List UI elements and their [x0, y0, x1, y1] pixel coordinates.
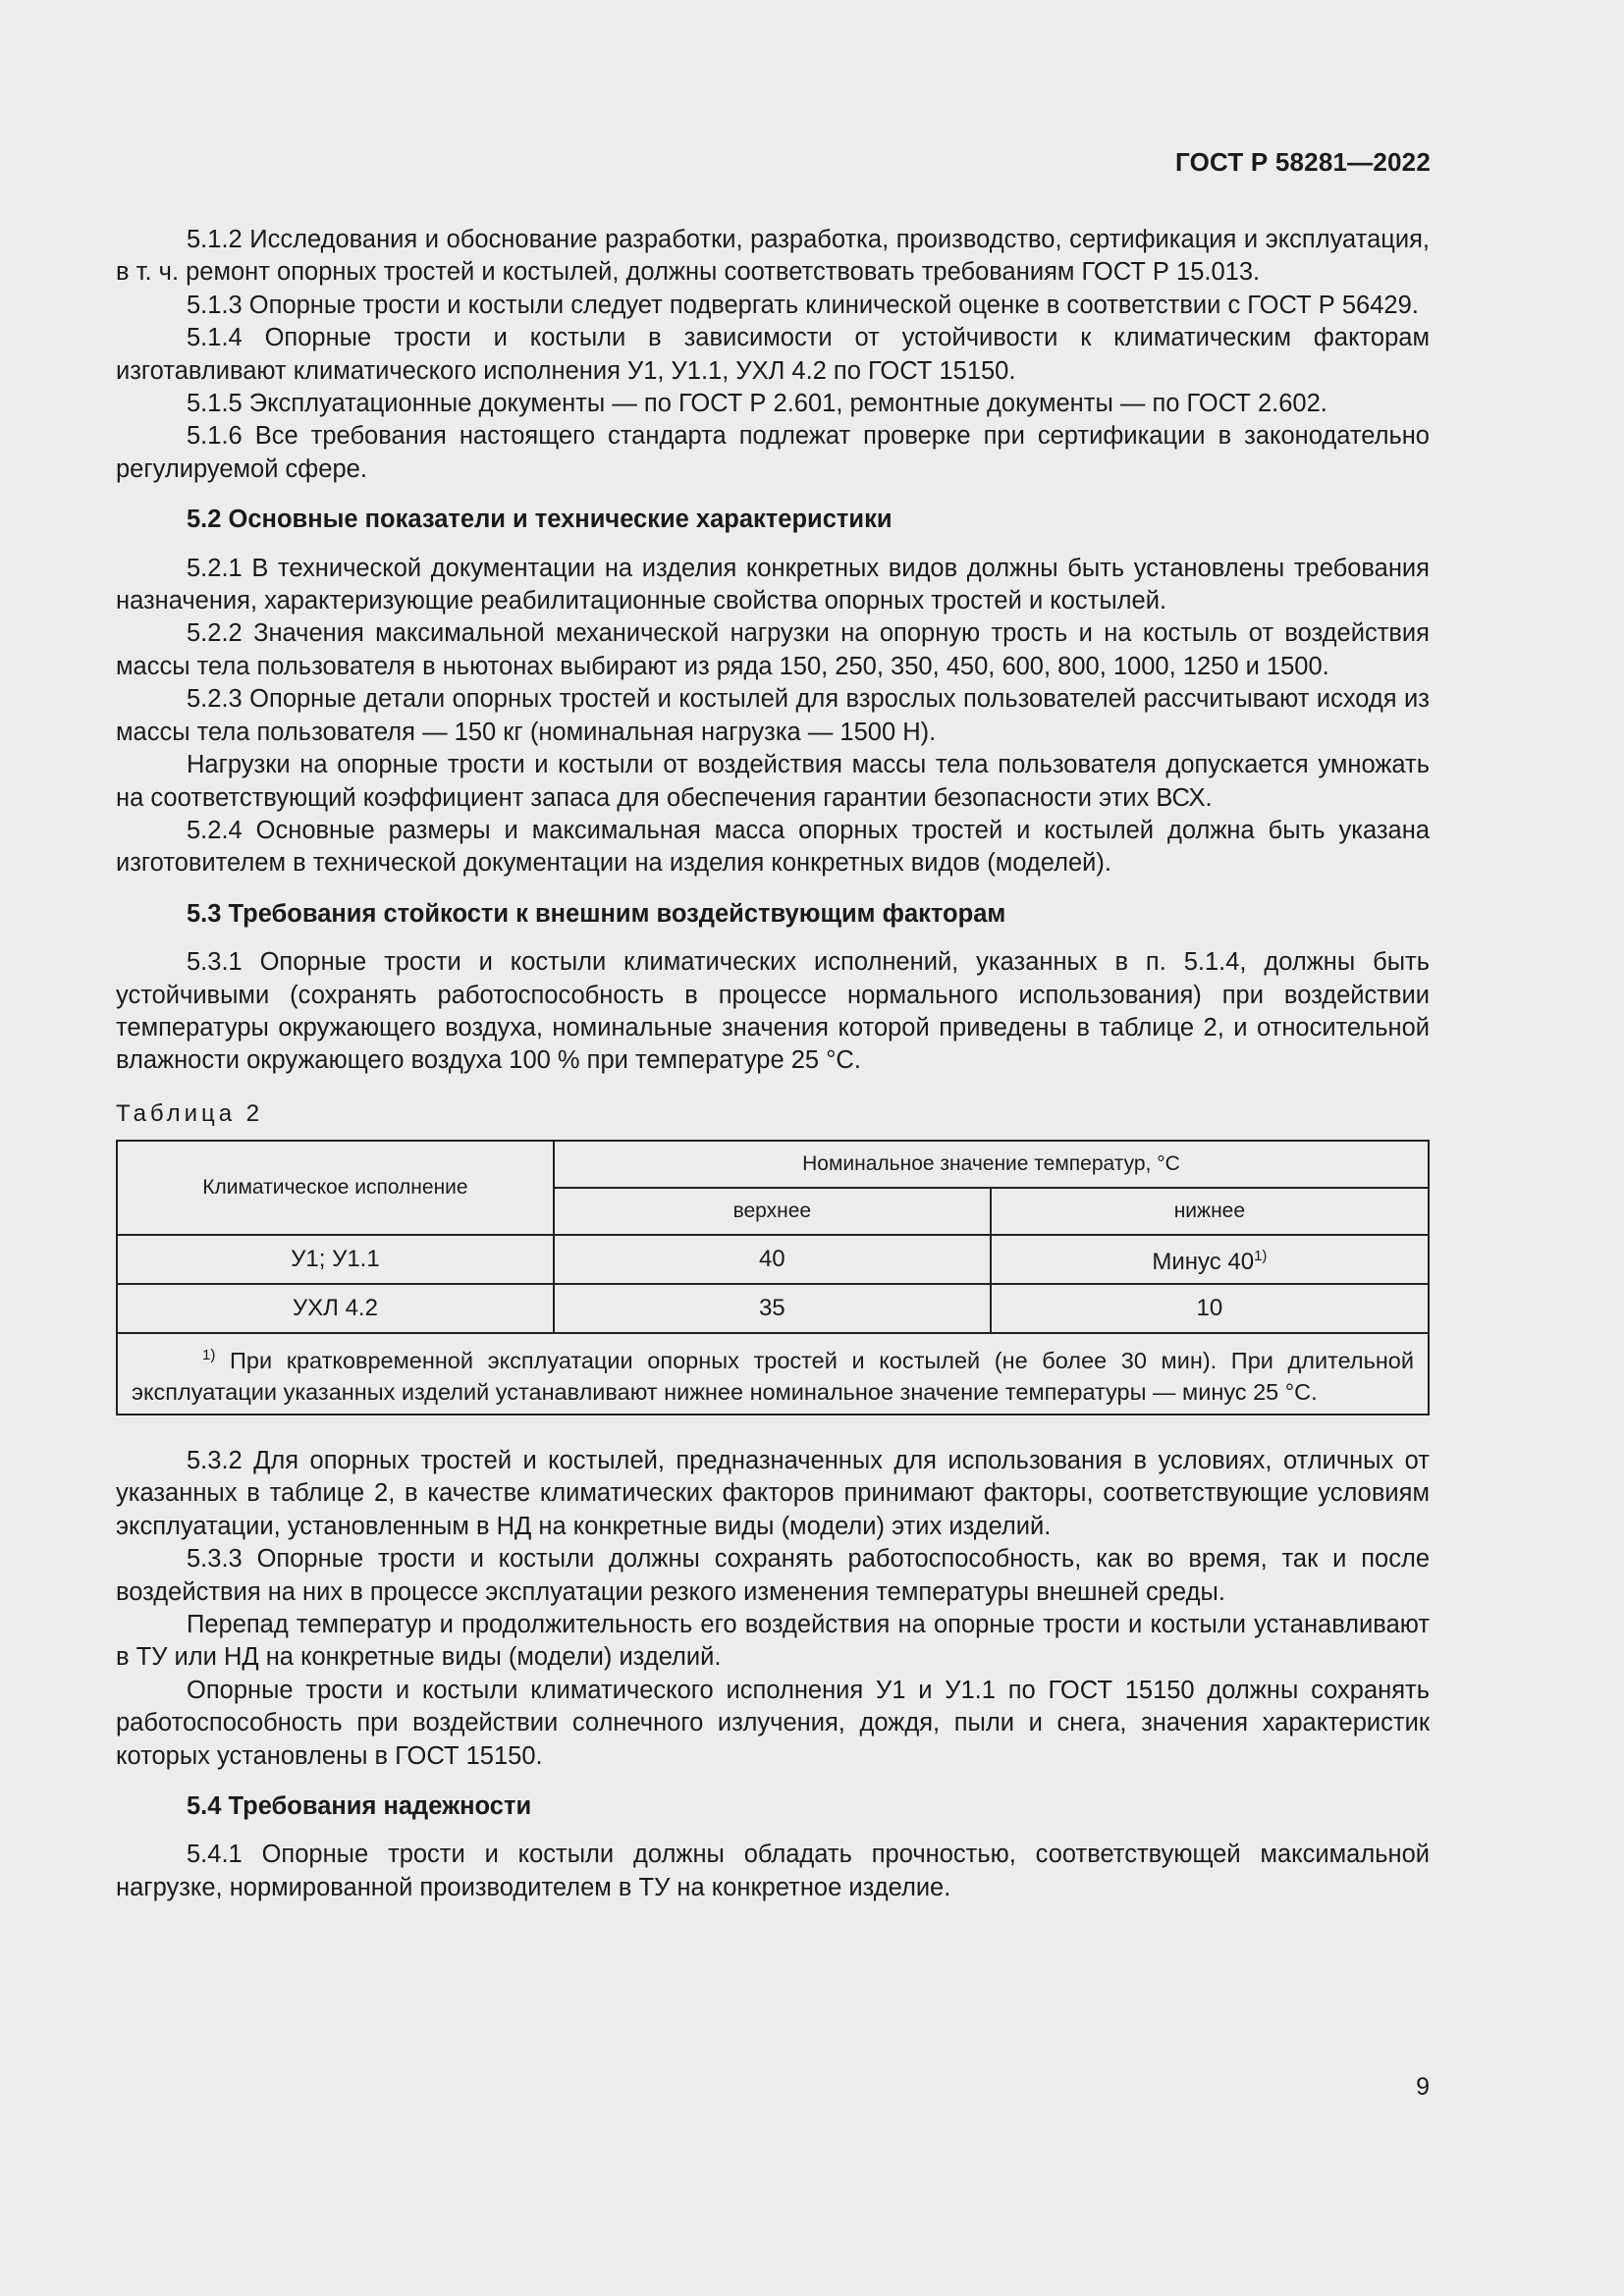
footnote-text: При кратковременной эксплуатации опорных тростей и костылей (не более 30 мин). При длительной эксплуатации указанных изделий устанавливают нижнее номинальное значение температуры — минус 25 °C. — [132, 1347, 1414, 1405]
cell-lower: 10 — [991, 1284, 1429, 1333]
cell-lower-value: Минус 40 — [1152, 1249, 1255, 1276]
paragraph-5-2-2: 5.2.2 Значения максимальной механической нагрузки на опорную трость и на костыль от воздействия массы тела пользователя в ньютонах выбирают из ряда 150, 250, 350, 450, 600, 800, 1000, 1250 и 1500. — [116, 619, 1430, 680]
paragraph-5-3-3-delta: Перепад температур и продолжительность его воздействия на опорные трости и костыли устанавливают в ТУ или НД на конкретные виды (модели) изделий. — [116, 1611, 1430, 1672]
heading-5-3: 5.3 Требования стойкости к внешним воздействующим факторам — [187, 899, 1006, 928]
paragraph-5-1-4: 5.1.4 Опорные трости и костыли в зависимости от устойчивости к климатическим факторам изготавливают климатического исполнения У1, У1.1, УХЛ 4.2 по ГОСТ 15150. — [116, 324, 1430, 385]
col-header-climate: Климатическое исполнение — [117, 1141, 554, 1235]
paragraph-5-2-3: 5.2.3 Опорные детали опорных тростей и костылей для взрослых пользователей рассчитывают исходя из массы тела пользователя — 150 кг (номинальная нагрузка — 1500 Н). — [116, 685, 1430, 746]
paragraph-5-1-2: 5.1.2 Исследования и обоснование разработки, разработка, производство, сертификация и эксплуатация, в т. ч. ремонт опорных тростей и костылей, должны соответствовать требованиям ГОСТ Р 15.013. — [116, 226, 1430, 287]
paragraph-5-3-3-climate: Опорные трости и костыли климатического исполнения У1 и У1.1 по ГОСТ 15150 должны сохранять работоспособность при воздействии солнечного излучения, дождя, пыли и снега, значения характеристик которых установлены в ГОСТ 15150. — [116, 1676, 1430, 1770]
paragraph-5-2-3-loads: Нагрузки на опорные трости и костыли от воздействия массы тела пользователя допускается умножать на соответствующий коэффициент запаса для обеспечения гарантии безопасности этих ВСХ. — [116, 751, 1430, 812]
paragraph-5-2-4: 5.2.4 Основные размеры и максимальная масса опорных тростей и костылей должна быть указана изготовителем в технической документации на изделия конкретных видов (моделей). — [116, 816, 1430, 878]
col-header-upper: верхнее — [554, 1188, 991, 1235]
cell-upper: 35 — [554, 1284, 991, 1333]
page-number: 9 — [1416, 2073, 1430, 2101]
footnote-mark: 1) — [202, 1347, 216, 1364]
paragraph-5-4-1: 5.4.1 Опорные трости и костыли должны обладать прочностью, соответствующей максимальной нагрузке, нормированной производителем в ТУ на конкретное изделие. — [116, 1841, 1430, 1901]
paragraph-5-3-1: 5.3.1 Опорные трости и костыли климатических исполнений, указанных в п. 5.1.4, должны быть устойчивыми (сохранять работоспособность в процессе нормального использования) при воздействии температуры окружающего воздуха, номинальные значения которой приведены в таблице 2, и относительной влажности окружающего воздуха 100 % при температуре 25 °C. — [116, 948, 1430, 1075]
paragraph-5-2-1: 5.2.1 В технической документации на изделия конкретных видов должны быть установлены требования назначения, характеризующие реабилитационные свойства опорных тростей и костылей. — [116, 554, 1430, 615]
climate-table — [116, 1140, 1430, 1415]
footnote-ref: 1) — [1254, 1248, 1268, 1265]
heading-5-2: 5.2 Основные показатели и технические характеристики — [187, 506, 893, 534]
cell-climate: УХЛ 4.2 — [117, 1284, 554, 1333]
table-footnote — [117, 1333, 1429, 1415]
table-row — [117, 1235, 1429, 1284]
col-header-temperature: Номинальное значение температур, °C — [554, 1141, 1429, 1188]
paragraph-5-3-2: 5.3.2 Для опорных тростей и костылей, предназначенных для использования в условиях, отличных от указанных в таблице 2, в качестве климатических факторов принимают факторы, соответствующие условиям эксплуатации, установленным в НД на конкретные виды (модели) этих изделий. — [116, 1446, 1430, 1540]
cell-climate: У1; У1.1 — [117, 1235, 554, 1284]
paragraph-5-1-6: 5.1.6 Все требования настоящего стандарта подлежат проверке при сертификации в законодательно регулируемой сфере. — [116, 422, 1430, 483]
cell-upper: 40 — [554, 1235, 991, 1284]
table-row — [117, 1284, 1429, 1333]
paragraph-5-1-5: 5.1.5 Эксплуатационные документы — по ГОСТ Р 2.601, ремонтные документы — по ГОСТ 2.602. — [187, 390, 1327, 418]
paragraph-5-3-3: 5.3.3 Опорные трости и костыли должны сохранять работоспособность, как во время, так и после воздействия на них в процессе эксплуатации резкого изменения температуры внешней среды. — [116, 1545, 1430, 1606]
paragraph-5-1-3: 5.1.3 Опорные трости и костыли следует подвергать клинической оценке в соответствии с ГОСТ Р 56429. — [187, 291, 1419, 319]
document-body — [116, 224, 1430, 1904]
cell-lower — [991, 1235, 1429, 1284]
table-caption: Таблица 2 — [116, 1099, 264, 1127]
col-header-lower: нижнее — [991, 1188, 1429, 1235]
document-id: ГОСТ Р 58281—2022 — [1175, 147, 1431, 177]
heading-5-4: 5.4 Требования надежности — [187, 1792, 532, 1821]
